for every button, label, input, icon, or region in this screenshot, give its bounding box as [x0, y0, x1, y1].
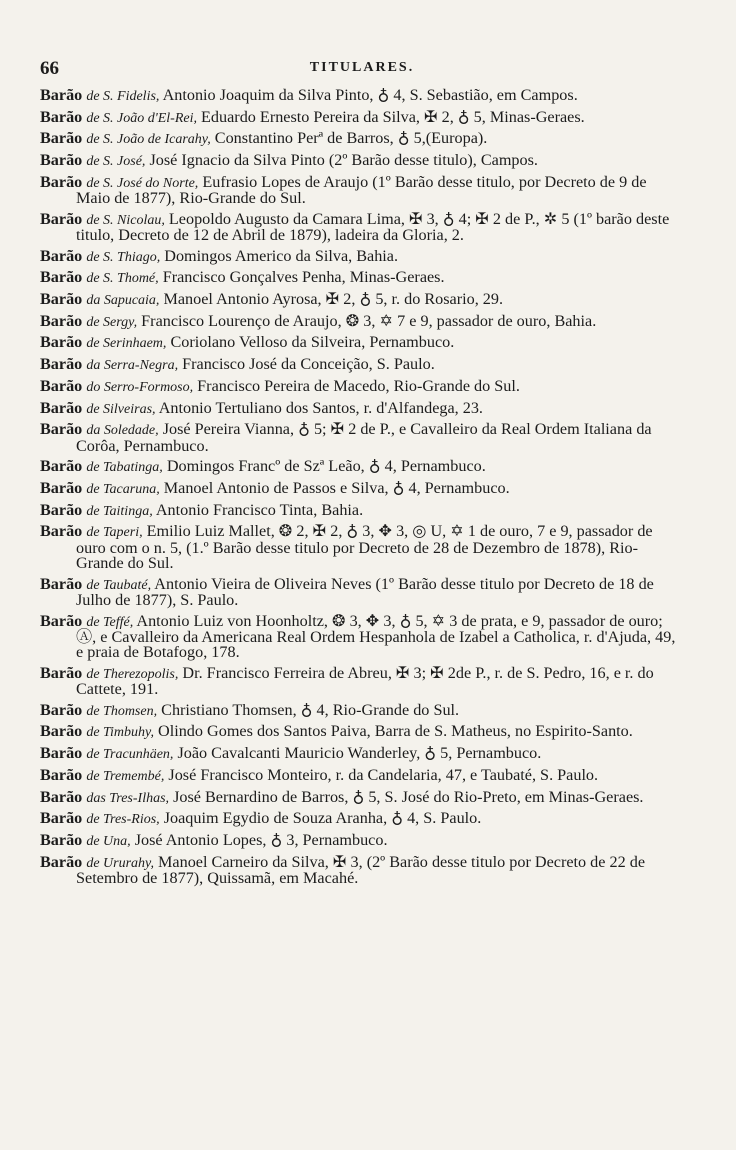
entry-text: Manoel Antonio Ayrosa, ✠ 2, ♁ 5, r. do Rosario, 29. — [163, 290, 504, 309]
entry-text: Domingos Francº de Szª Leão, ♁ 4, Pernambuco. — [166, 457, 486, 476]
list-item — [40, 724, 684, 740]
entry-text: Constantino Perª de Barros, ♁ 5,(Europa). — [214, 129, 488, 148]
list-item — [40, 209, 684, 245]
entry-title: de S. Fidelis, — [86, 89, 160, 104]
entry-title: das Tres-Ilhas, — [86, 790, 170, 806]
list-item — [40, 292, 684, 308]
list-item — [40, 852, 684, 887]
list-item — [40, 574, 684, 609]
entry-lead: Barão — [40, 246, 83, 265]
entry-title: de Tabatinga, — [86, 460, 163, 476]
list-item — [40, 131, 684, 147]
list-item — [40, 246, 684, 265]
entry-text: Olindo Gomes dos Santos Paiva, Barra de S. Matheus, no Espirito-Santo. — [158, 722, 633, 741]
entry-lead: Barão — [40, 151, 83, 170]
list-item — [40, 787, 684, 806]
entry-title: de Sergy, — [86, 314, 138, 330]
entry-text: José Bernardino de Barros, ♁ 5, S. José do Rio-Preto, em Minas-Geraes. — [173, 787, 644, 806]
entry-text: Joaquim Egydio de Souza Aranha, ♁ 4, S. Paulo. — [163, 809, 482, 828]
entry-title: de Tremembé, — [86, 768, 165, 784]
entry-title: de Tres-Rios, — [86, 812, 160, 828]
entry-lead: Barão — [40, 765, 83, 784]
entry-title: de S. Thomé, — [86, 271, 159, 287]
entry-title: de Taitinga, — [86, 503, 153, 519]
entry-lead: Barão — [40, 809, 83, 828]
entry-title: de S. José do Norte, — [86, 175, 199, 191]
entry-title: da Soledade, — [86, 423, 159, 439]
list-item — [40, 153, 684, 169]
list-item — [40, 88, 684, 104]
entry-title: de Thomsen, — [86, 703, 158, 719]
list-item — [40, 398, 684, 417]
entry-text: Antonio Vieira de Oliveira Neves (1º Barão desse titulo por Decreto de 18 de Julho de 1877), S. Paulo. — [76, 574, 654, 609]
entry-title: de S. Thiago, — [86, 249, 161, 265]
entry-lead: Barão — [40, 86, 83, 104]
entry-lead: Barão — [40, 129, 83, 148]
entry-title: de S. José, — [86, 154, 146, 170]
list-item — [40, 611, 684, 662]
list-item — [40, 357, 684, 373]
list-item — [40, 700, 684, 719]
entry-text: João Cavalcanti Mauricio Wanderley, ♁ 5, Pernambuco. — [177, 744, 542, 763]
list-item — [40, 376, 684, 395]
entry-text: Manoel Carneiro da Silva, ✠ 3, (2º Barão desse titulo por Decreto de 22 de Setembro de 1877), Quissamã, em Macahé. — [76, 852, 646, 887]
entry-lead: Barão — [40, 663, 83, 682]
entry-text: Francisco José da Conceição, S. Paulo. — [182, 355, 435, 374]
entry-lead: Barão — [40, 311, 83, 330]
entry-text: Francisco Gonçalves Penha, Minas-Geraes. — [162, 268, 445, 287]
entry-title: de Una, — [86, 833, 131, 849]
entry-text: Dr. Francisco Ferreira de Abreu, ✠ 3; ✠ 2de P., r. de S. Pedro, 16, e r. do Cattete, 191. — [76, 663, 654, 699]
entry-text: Manoel Antonio de Passos e Silva, ♁ 4, Pernambuco. — [163, 478, 510, 497]
entry-text: Domingos Americo da Silva, Bahia. — [164, 246, 399, 265]
entry-lead: Barão — [40, 420, 83, 439]
list-item — [40, 459, 684, 475]
entry-title: de S. Nicolau, — [86, 212, 165, 228]
entry-lead: Barão — [40, 744, 83, 763]
entry-title: de Silveiras, — [86, 401, 156, 417]
entry-lead: Barão — [40, 355, 83, 374]
entry-text: Eduardo Ernesto Pereira da Silva, ✠ 2, ♁ 5, Minas-Geraes. — [201, 107, 585, 126]
entry-title: de S. João d'El-Rei, — [86, 110, 197, 126]
list-item — [40, 270, 684, 286]
entry-text: Antonio Tertuliano dos Santos, r. d'Alfandega, 23. — [158, 398, 483, 417]
entry-text: José Francisco Monteiro, r. da Candelaria, 47, e Taubaté, S. Paulo. — [168, 765, 599, 784]
entry-lead: Barão — [40, 478, 83, 497]
entry-title: de S. João de Icarahy, — [86, 132, 211, 148]
entry-text: Eufrasio Lopes de Araujo (1º Barão desse titulo, por Decreto de 9 de Maio de 1877), Rio-Grande do Sul. — [76, 172, 647, 208]
entry-text: José Ignacio da Silva Pinto (2º Barão desse titulo), Campos. — [149, 151, 538, 170]
entry-title: de Tacaruna, — [86, 481, 160, 497]
entry-title: de Ururahy, — [86, 855, 154, 871]
entry-lead: Barão — [40, 290, 83, 309]
entry-lead: Barão — [40, 852, 83, 871]
entry-title: da Sapucaia, — [86, 293, 160, 309]
entry-text: Coriolano Velloso da Silveira, Pernambuco. — [170, 333, 455, 352]
entry-title: do Serro-Formoso, — [86, 379, 194, 395]
page-number: 66 — [40, 58, 59, 79]
entry-title: da Serra-Negra, — [86, 358, 179, 374]
entry-lead: Barão — [40, 172, 83, 191]
list-item — [40, 663, 684, 699]
list-item — [40, 311, 684, 330]
list-item — [40, 811, 684, 827]
entry-title: de Taubaté, — [86, 577, 152, 593]
page-header — [40, 56, 684, 82]
entry-text: Francisco Lourenço de Araujo, ❂ 3, ✡ 7 e 9, passador de ouro, Bahia. — [141, 311, 597, 330]
entry-text: Francisco Pereira de Macedo, Rio-Grande do Sul. — [197, 376, 520, 395]
entry-lead: Barão — [40, 830, 83, 849]
list-item — [40, 107, 684, 126]
entry-lead: Barão — [40, 107, 83, 126]
list-item — [40, 765, 684, 784]
list-item — [40, 746, 684, 762]
entry-lead: Barão — [40, 522, 83, 541]
running-title: TITULARES. — [309, 60, 415, 75]
entry-lead: Barão — [40, 457, 83, 476]
entry-lead: Barão — [40, 209, 83, 228]
entry-lead: Barão — [40, 268, 83, 287]
list-item — [40, 335, 684, 351]
entry-text: Christiano Thomsen, ♁ 4, Rio-Grande do Sul. — [161, 700, 460, 719]
entry-list — [40, 88, 684, 886]
list-item — [40, 524, 684, 571]
entry-title: de Timbuhy, — [86, 725, 154, 741]
entry-text: Antonio Luiz von Hoonholtz, ❂ 3, ✥ 3, ♁ 5, ✡ 3 de prata, e 9, passador de ouro; Ⓐ, e Cavalleiro da Americana Real Ordem Hespanhola de Izabel a Catholica, r. d'Ajuda, 49, e praia de Botafogo, 178. — [76, 611, 676, 662]
entry-title: de Teffé, — [86, 614, 134, 630]
entry-lead: Barão — [40, 398, 83, 417]
entry-lead: Barão — [40, 574, 83, 593]
entry-lead: Barão — [40, 333, 83, 352]
list-item — [40, 500, 684, 519]
entry-text: José Antonio Lopes, ♁ 3, Pernambuco. — [134, 830, 388, 849]
entry-lead: Barão — [40, 700, 83, 719]
entry-title: de Serinhaem, — [86, 336, 167, 352]
entry-lead: Barão — [40, 376, 83, 395]
entry-lead: Barão — [40, 500, 83, 519]
entry-lead: Barão — [40, 787, 83, 806]
list-item — [40, 830, 684, 849]
entry-lead: Barão — [40, 722, 83, 741]
entry-title: de Taperi, — [86, 525, 143, 541]
entry-title: de Therezopolis, — [86, 666, 179, 682]
entry-text: José Pereira Vianna, ♁ 5; ✠ 2 de P., e Cavalleiro da Real Ordem Italiana da Corôa, Pernambuco. — [76, 420, 652, 455]
entry-text: Leopoldo Augusto da Camara Lima, ✠ 3, ♁ 4; ✠ 2 de P., ✲ 5 (1º barão deste titulo, Decreto de 12 de Abril de 1879), ladeira da Gloria, 2. — [76, 209, 670, 245]
list-item — [40, 422, 684, 454]
entry-text: Antonio Joaquim da Silva Pinto, ♁ 4, S. Sebastião, em Campos. — [162, 86, 578, 104]
entry-text: Emilio Luiz Mallet, ❂ 2, ✠ 2, ♁ 3, ✥ 3, ◎ U, ✡ 1 de ouro, 7 e 9, passador de ouro com o n. 5, (1.º Barão desse titulo por Decreto de 28 de Dezembro de 1878), Rio-Grande do Sul. — [76, 522, 653, 572]
entry-lead: Barão — [40, 611, 83, 630]
entry-title: de Tracunhäen, — [86, 747, 174, 763]
entry-text: Antonio Francisco Tinta, Bahia. — [155, 500, 364, 519]
list-item — [40, 172, 684, 208]
list-item — [40, 478, 684, 497]
